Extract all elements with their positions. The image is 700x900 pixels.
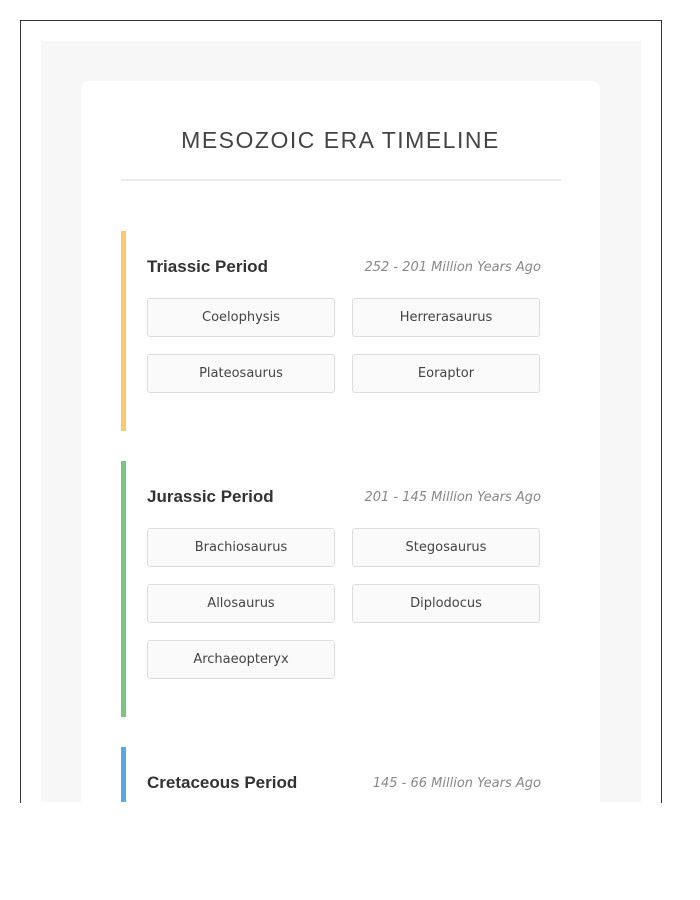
- dinosaur-item[interactable]: Herrerasaurus: [352, 298, 540, 337]
- dinosaur-item[interactable]: Archaeopteryx: [147, 640, 335, 679]
- period-color-bar: [121, 231, 126, 431]
- period-name: Triassic Period: [147, 257, 268, 276]
- period-name: Jurassic Period: [147, 487, 274, 506]
- dinosaur-item[interactable]: Allosaurus: [147, 584, 335, 623]
- period-header: [147, 487, 541, 511]
- dinosaur-item[interactable]: Coelophysis: [147, 298, 335, 337]
- period-name: Cretaceous Period: [147, 773, 298, 792]
- period-header: [147, 257, 541, 281]
- dinosaur-item[interactable]: Diplodocus: [352, 584, 540, 623]
- dinosaur-item[interactable]: Eoraptor: [352, 354, 540, 393]
- timeline-card: [81, 81, 600, 802]
- dinosaur-item[interactable]: Brachiosaurus: [147, 528, 335, 567]
- period-range: 145 - 66 Million Years Ago: [372, 776, 541, 791]
- period-color-bar: [121, 747, 126, 802]
- period-section: [121, 747, 541, 802]
- page-title: MESOZOIC ERA TIMELINE: [181, 127, 500, 153]
- period-header: [147, 773, 541, 797]
- dinosaur-item[interactable]: Plateosaurus: [147, 354, 335, 393]
- page-frame: [20, 20, 662, 803]
- page-background: [41, 41, 641, 802]
- period-section: [121, 231, 541, 431]
- period-section: [121, 461, 541, 717]
- title-divider: [121, 179, 561, 181]
- period-range: 252 - 201 Million Years Ago: [364, 260, 541, 275]
- period-color-bar: [121, 461, 126, 717]
- dinosaur-item[interactable]: Stegosaurus: [352, 528, 540, 567]
- period-range: 201 - 145 Million Years Ago: [364, 490, 541, 505]
